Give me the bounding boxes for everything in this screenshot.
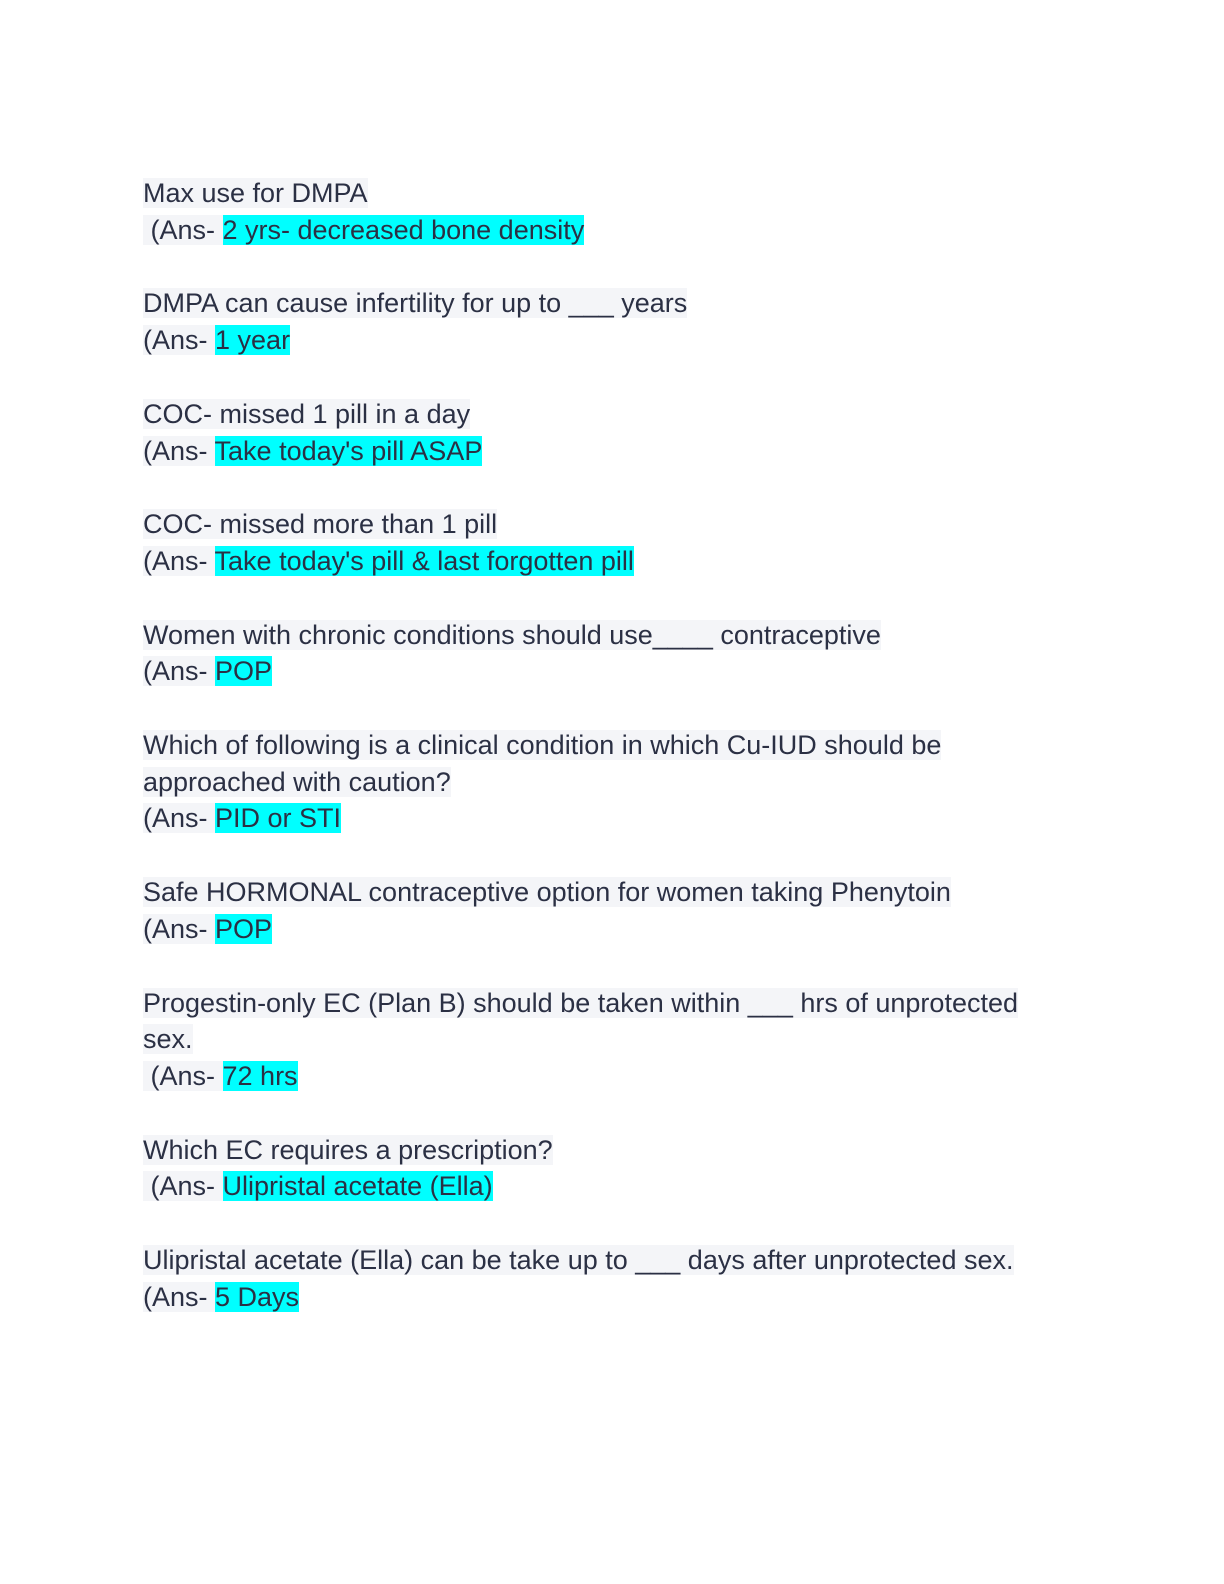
answer-prefix: (Ans- <box>143 1060 223 1091</box>
answer-prefix: (Ans- <box>143 214 223 245</box>
question-text: DMPA can cause infertility for up to ___ years <box>143 288 688 319</box>
answer-highlight: 5 Days <box>215 1281 300 1312</box>
question-text: Progestin-only EC (Plan B) should be taken within ___ hrs of unprotected <box>143 987 1018 1018</box>
qa-item-9 <box>143 1132 1103 1205</box>
document-body <box>143 175 1103 1352</box>
answer-highlight: PID or STI <box>215 803 342 834</box>
qa-item-1 <box>143 175 1103 248</box>
question-text: Which of following is a clinical condition in which Cu-IUD should be <box>143 730 942 761</box>
question-text-continued: approached with caution? <box>143 766 451 797</box>
qa-item-10 <box>143 1242 1103 1315</box>
answer-prefix: (Ans- <box>143 325 216 356</box>
answer-prefix: (Ans- <box>143 913 216 944</box>
answer-highlight: Take today's pill ASAP <box>214 435 483 466</box>
qa-item-7 <box>143 874 1103 947</box>
answer-prefix: (Ans- <box>143 1281 216 1312</box>
answer-highlight: 2 yrs- decreased bone density <box>222 214 585 245</box>
question-text: Ulipristal acetate (Ella) can be take up to ___ days after unprotected sex. <box>143 1245 1014 1276</box>
question-text: Max use for DMPA <box>143 178 368 208</box>
question-text-continued: sex. <box>143 1024 193 1055</box>
question-text: COC- missed 1 pill in a day <box>143 398 471 429</box>
qa-item-4 <box>143 506 1103 579</box>
qa-item-3 <box>143 396 1103 469</box>
question-text: Which EC requires a prescription? <box>143 1134 553 1165</box>
question-text: Safe HORMONAL contraceptive option for women taking Phenytoin <box>143 877 951 908</box>
answer-prefix: (Ans- <box>143 435 215 466</box>
answer-prefix: (Ans- <box>143 803 216 834</box>
answer-highlight: POP <box>215 913 273 944</box>
qa-item-6 <box>143 727 1103 837</box>
answer-highlight: 72 hrs <box>222 1060 298 1091</box>
answer-prefix: (Ans- <box>143 545 215 576</box>
question-text: COC- missed more than 1 pill <box>143 509 498 540</box>
qa-item-2 <box>143 285 1103 358</box>
answer-prefix: (Ans- <box>143 656 216 687</box>
answer-highlight: Ulipristal acetate (Ella) <box>222 1171 493 1202</box>
qa-item-8 <box>143 985 1103 1095</box>
qa-item-5 <box>143 617 1103 690</box>
answer-highlight: POP <box>215 656 273 687</box>
answer-highlight: 1 year <box>215 325 291 356</box>
answer-prefix: (Ans- <box>143 1171 223 1202</box>
question-text: Women with chronic conditions should use____ contraceptive <box>143 619 881 650</box>
answer-highlight: Take today's pill & last forgotten pill <box>214 545 634 576</box>
